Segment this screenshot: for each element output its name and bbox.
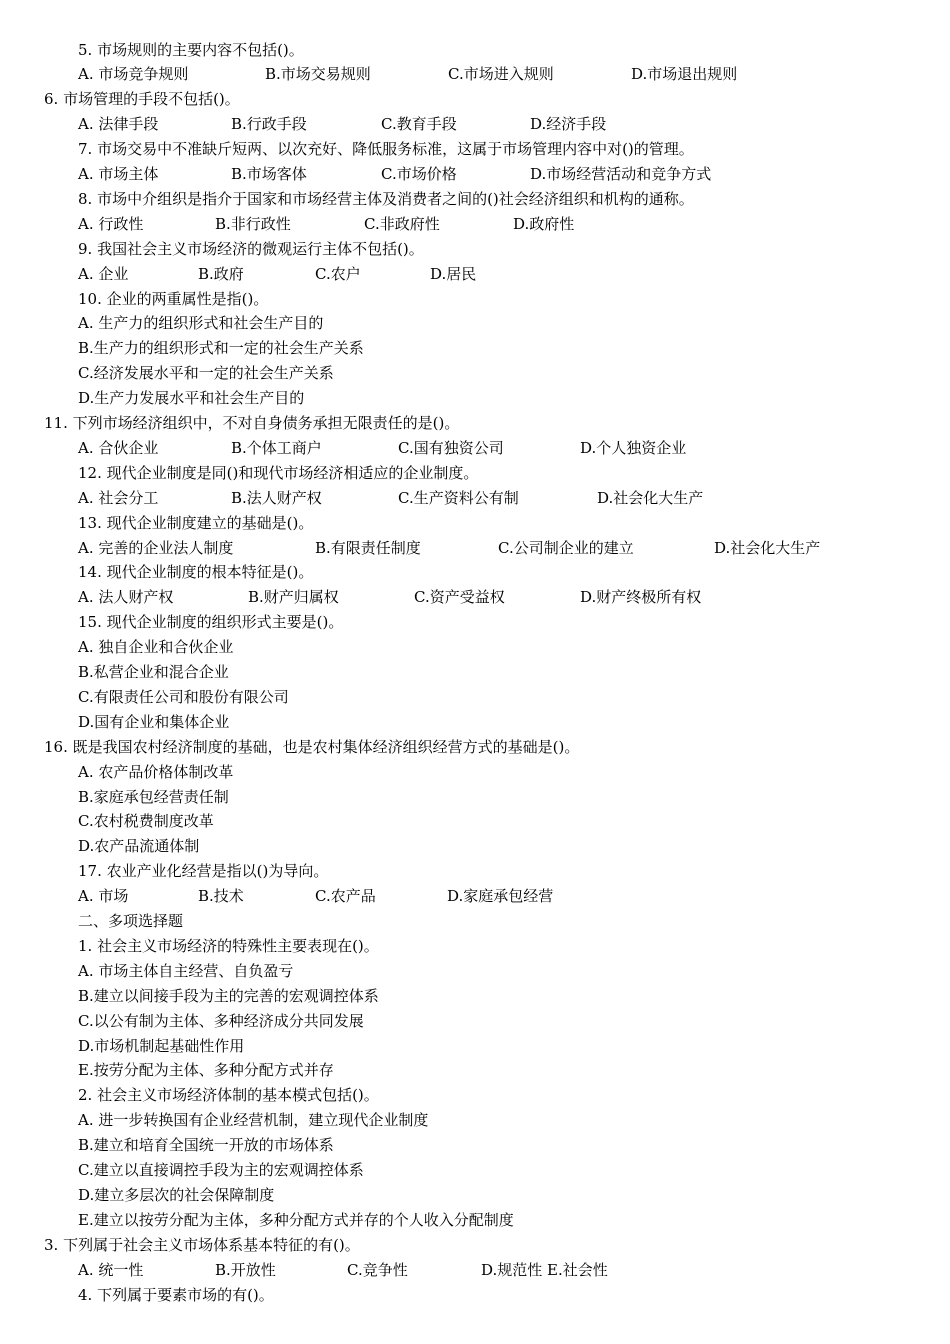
question-text: 15. 现代企业制度的组织形式主要是()。 bbox=[78, 613, 344, 632]
option-text: A. 行政性 bbox=[78, 214, 144, 233]
option-text: B.行政手段 bbox=[231, 115, 307, 134]
option-text: C.资产受益权 bbox=[414, 588, 505, 607]
option-text: C.农产品 bbox=[315, 887, 376, 906]
option-text: B.开放性 bbox=[215, 1260, 276, 1279]
question-text: 1. 社会主义市场经济的特殊性主要表现在()。 bbox=[78, 936, 379, 955]
option-text: B.非行政性 bbox=[215, 214, 291, 233]
option-text: D.家庭承包经营 bbox=[447, 887, 554, 906]
question-text: E.按劳分配为主体、多种分配方式并存 bbox=[78, 1061, 334, 1080]
option-text: B.市场客体 bbox=[231, 165, 307, 183]
question-text: A. 进一步转换国有企业经营机制，建立现代企业制度 bbox=[78, 1111, 429, 1130]
option-text: C.国有独资公司 bbox=[398, 438, 504, 457]
question-text: B.生产力的组织形式和一定的社会生产关系 bbox=[78, 339, 364, 358]
question-text: A. 独自企业和合伙企业 bbox=[78, 638, 234, 657]
question-text: 16. 既是我国农村经济制度的基础，也是农村集体经济组织经营方式的基础是()。 bbox=[44, 737, 580, 756]
option-text: D.社会化大生产 bbox=[714, 538, 821, 557]
option-text: A. 市场 bbox=[78, 887, 129, 906]
question-text: E.建立以按劳分配为主体，多种分配方式并存的个人收入分配制度 bbox=[78, 1210, 514, 1229]
option-text: B.政府 bbox=[198, 264, 244, 283]
option-text: D.市场经营活动和竞争方式 bbox=[530, 165, 712, 183]
option-text: C.农户 bbox=[315, 264, 361, 283]
question-text: C.以公有制为主体、多种经济成分共同发展 bbox=[78, 1011, 364, 1030]
question-text: A. 农产品价格体制改革 bbox=[78, 762, 234, 781]
option-text: A. 市场主体 bbox=[78, 165, 159, 183]
question-text: 二、多项选择题 bbox=[78, 912, 184, 930]
option-text: B.个体工商户 bbox=[231, 438, 322, 457]
question-text: 9. 我国社会主义市场经济的微观运行主体不包括()。 bbox=[78, 239, 424, 258]
question-text: D.建立多层次的社会保障制度 bbox=[78, 1185, 275, 1204]
option-text: D.居民 bbox=[430, 264, 477, 283]
question-text: B.建立和培育全国统一开放的市场体系 bbox=[78, 1136, 334, 1155]
option-text: A. 统一性 bbox=[78, 1260, 144, 1279]
option-text: C.市场进入规则 bbox=[448, 65, 554, 84]
option-text: D.市场退出规则 bbox=[631, 65, 738, 84]
option-text: D.规范性 E.社会性 bbox=[481, 1260, 608, 1279]
question-text: C.有限责任公司和股份有限公司 bbox=[78, 687, 289, 706]
option-text: C.市场价格 bbox=[381, 165, 457, 183]
option-text: C.教育手段 bbox=[381, 115, 457, 134]
question-text: 3. 下列属于社会主义市场体系基本特征的有()。 bbox=[44, 1235, 360, 1254]
option-text: D.财产终极所有权 bbox=[580, 588, 702, 607]
question-text: 17. 农业产业化经营是指以()为导向。 bbox=[78, 862, 329, 881]
question-text: C.农村税费制度改革 bbox=[78, 812, 214, 831]
option-text: D.经济手段 bbox=[530, 115, 607, 134]
question-text: A. 市场主体自主经营、自负盈亏 bbox=[78, 961, 294, 980]
question-text: D.国有企业和集体企业 bbox=[78, 712, 230, 731]
option-text: B.法人财产权 bbox=[231, 488, 322, 507]
question-text: D.生产力发展水平和社会生产目的 bbox=[78, 389, 305, 408]
question-text: 10. 企业的两重属性是指()。 bbox=[78, 289, 269, 308]
question-text: 5. 市场规则的主要内容不包括()。 bbox=[78, 40, 304, 59]
question-text: 6. 市场管理的手段不包括()。 bbox=[44, 90, 240, 109]
question-text: B.建立以间接手段为主的完善的宏观调控体系 bbox=[78, 986, 379, 1005]
question-text: C.建立以直接调控手段为主的宏观调控体系 bbox=[78, 1161, 364, 1179]
option-text: A. 企业 bbox=[78, 264, 129, 283]
question-text: 7. 市场交易中不准缺斤短两、以次充好、降低服务标准，这属于市场管理内容中对()的管理。 bbox=[78, 140, 694, 159]
question-text: B.私营企业和混合企业 bbox=[78, 663, 229, 681]
option-text: C.竞争性 bbox=[347, 1260, 408, 1279]
question-text: C.经济发展水平和一定的社会生产关系 bbox=[78, 364, 334, 383]
option-text: A. 合伙企业 bbox=[78, 438, 159, 457]
option-text: A. 市场竞争规则 bbox=[78, 65, 189, 84]
question-text: D.市场机制起基础性作用 bbox=[78, 1036, 245, 1055]
option-text: A. 法人财产权 bbox=[78, 588, 174, 607]
option-text: B.财产归属权 bbox=[248, 588, 339, 607]
option-text: C.公司制企业的建立 bbox=[498, 538, 634, 557]
question-text: 2. 社会主义市场经济体制的基本模式包括()。 bbox=[78, 1086, 379, 1105]
option-text: A. 社会分工 bbox=[78, 488, 159, 507]
question-text: D.农产品流通体制 bbox=[78, 837, 200, 856]
question-text: 13. 现代企业制度建立的基础是()。 bbox=[78, 513, 314, 532]
option-text: A. 法律手段 bbox=[78, 115, 159, 134]
option-text: B.市场交易规则 bbox=[265, 65, 371, 84]
option-text: C.非政府性 bbox=[364, 214, 440, 233]
question-text: 12. 现代企业制度是同()和现代市场经济相适应的企业制度。 bbox=[78, 463, 479, 482]
option-text: C.生产资料公有制 bbox=[398, 488, 519, 507]
question-text: 11. 下列市场经济组织中，不对自身债务承担无限责任的是()。 bbox=[44, 414, 460, 432]
question-text: 8. 市场中介组织是指介于国家和市场经营主体及消费者之间的()社会经济组织和机构的通称。 bbox=[78, 189, 694, 208]
option-text: D.个人独资企业 bbox=[580, 438, 687, 457]
option-text: D.社会化大生产 bbox=[597, 488, 704, 507]
question-text: 4. 下列属于要素市场的有()。 bbox=[78, 1285, 274, 1304]
question-text: A. 生产力的组织形式和社会生产目的 bbox=[78, 314, 324, 333]
option-text: B.技术 bbox=[198, 887, 244, 906]
question-text: 14. 现代企业制度的根本特征是()。 bbox=[78, 563, 314, 582]
question-text: B.家庭承包经营责任制 bbox=[78, 787, 229, 806]
option-text: D.政府性 bbox=[513, 214, 575, 233]
option-text: A. 完善的企业法人制度 bbox=[78, 538, 234, 557]
option-text: B.有限责任制度 bbox=[315, 538, 421, 557]
